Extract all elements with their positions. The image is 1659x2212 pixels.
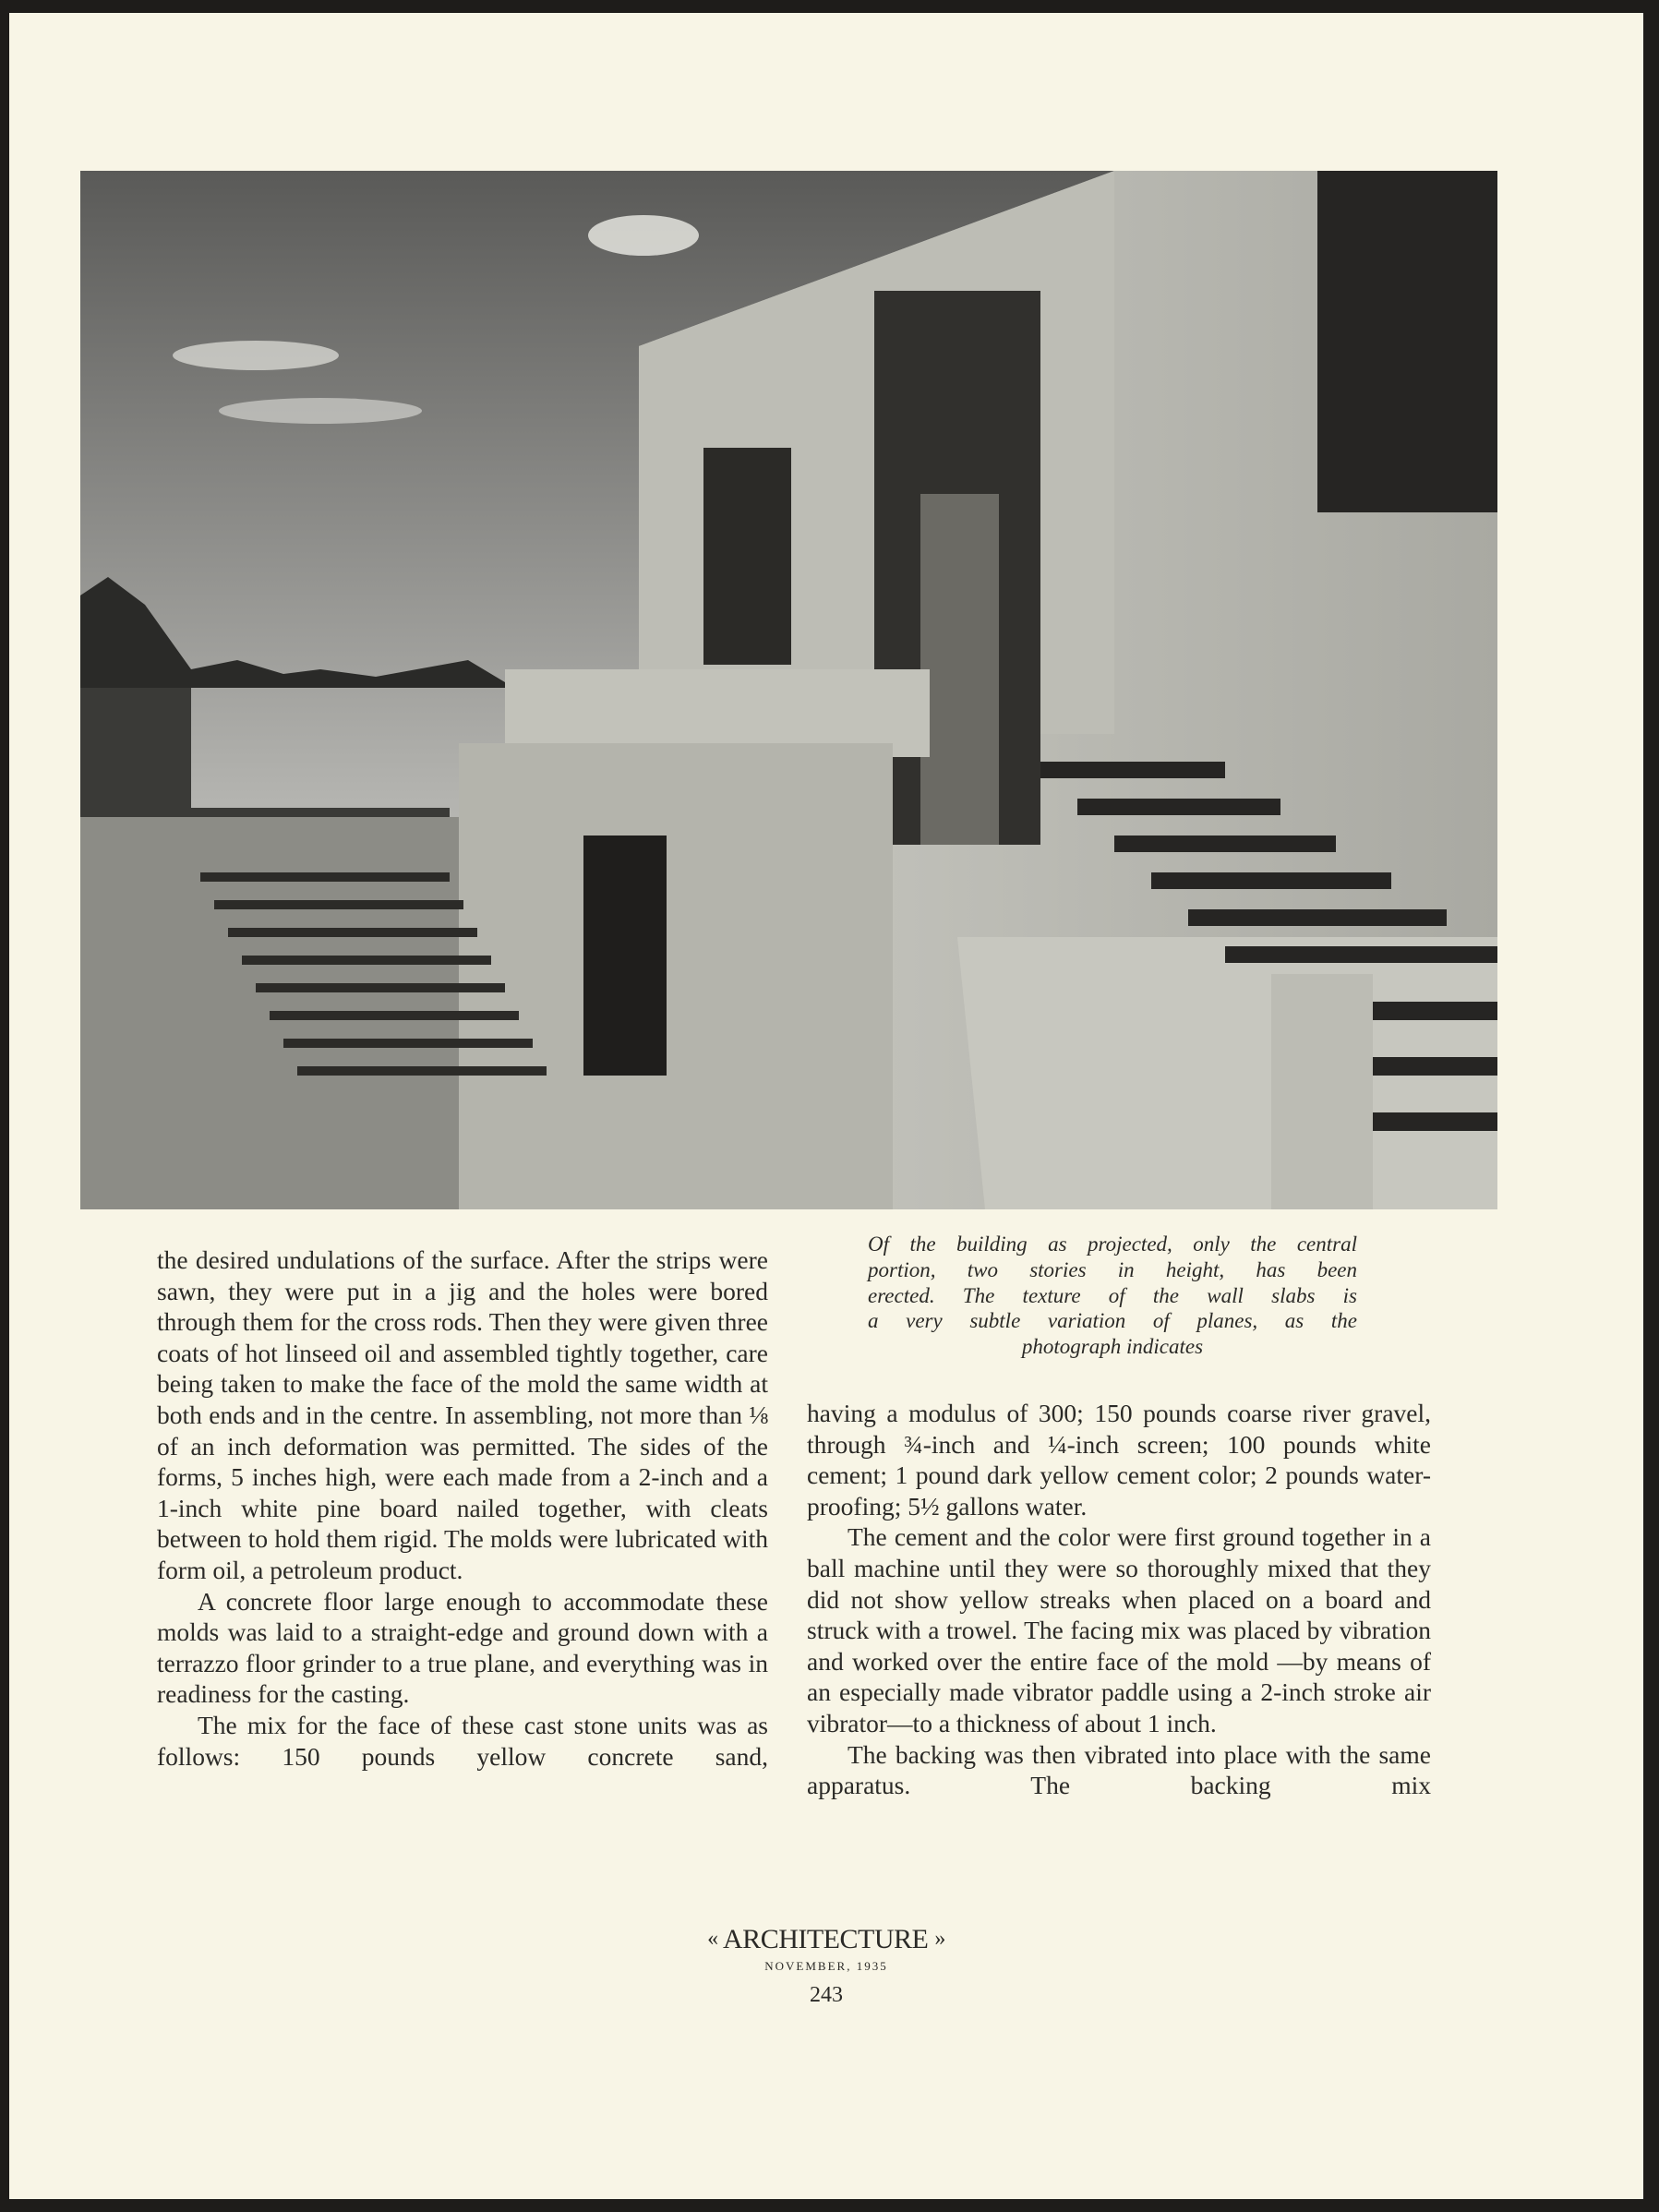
paragraph: A concrete floor large enough to accommodate these molds was laid to a straight-edge and ground down with a terrazzo floor grinder to a true plane, and everything was in readiness for the casting. [157, 1586, 768, 1709]
left-text-column [157, 1244, 768, 1772]
magazine-masthead [9, 1924, 1643, 1955]
caption-line: erected. The texture of the wall slabs is [868, 1283, 1357, 1307]
ornament-right: » [934, 1927, 945, 1951]
caption-line: photograph indicates [1021, 1335, 1204, 1359]
caption-line: a very subtle variation of planes, as the [868, 1309, 1357, 1333]
caption-line: Of the building as projected, only the central [868, 1232, 1357, 1256]
paragraph: The cement and the color were first ground together in a ball machine until they were so thoroughly mixed that they did not show yellow streaks when placed on a board and struck with a trowel. The facing mix was placed by vibration and worked over the entire face of the mold —by means of an especially made vibrator paddle using a 2-inch stroke air vibrator—to a thickness of about 1 inch. [807, 1522, 1431, 1737]
ornament-left: « [707, 1927, 718, 1951]
paragraph: The backing was then vibrated into place with the same apparatus. The backing mix [807, 1739, 1431, 1800]
building-photograph [80, 171, 1497, 1209]
paragraph: having a modulus of 300; 150 pounds coarse river gravel, through ¾-inch and ¼-inch screen; 100 pounds white cement; 1 pound dark yellow cement color; 2 pounds water-proofing; 5½ gallons water. [807, 1399, 1431, 1521]
masthead-title: ARCHITECTURE [723, 1924, 929, 1954]
paragraph: the desired undulations of the surface. After the strips were sawn, they were put in a jig and the holes were bored through them for the cross rods. Then they were given three coats of hot linseed oil and assembled tightly together, care being taken to make the face of the mold the same width at both ends and in the centre. In assembling, not more than ⅛ of an inch deformation was permitted. The sides of the forms, 5 inches high, were each made from a 2-inch and a 1-inch white pine board nailed together, with cleats between to hold them rigid. The molds were lubricated with form oil, a petroleum product. [157, 1245, 768, 1584]
magazine-page [9, 13, 1643, 2199]
page-number: 243 [810, 1983, 843, 2007]
right-text-column [807, 1398, 1431, 1801]
photo-caption [868, 1232, 1357, 1360]
caption-line: portion, two stories in height, has been [868, 1257, 1357, 1281]
issue-dateline: NOVEMBER, 1935 [764, 1959, 888, 1973]
building-photograph-drawing [80, 171, 1497, 1209]
paragraph: The mix for the face of these cast stone units was as follows: 150 pounds yellow concrete sand, [157, 1710, 768, 1771]
